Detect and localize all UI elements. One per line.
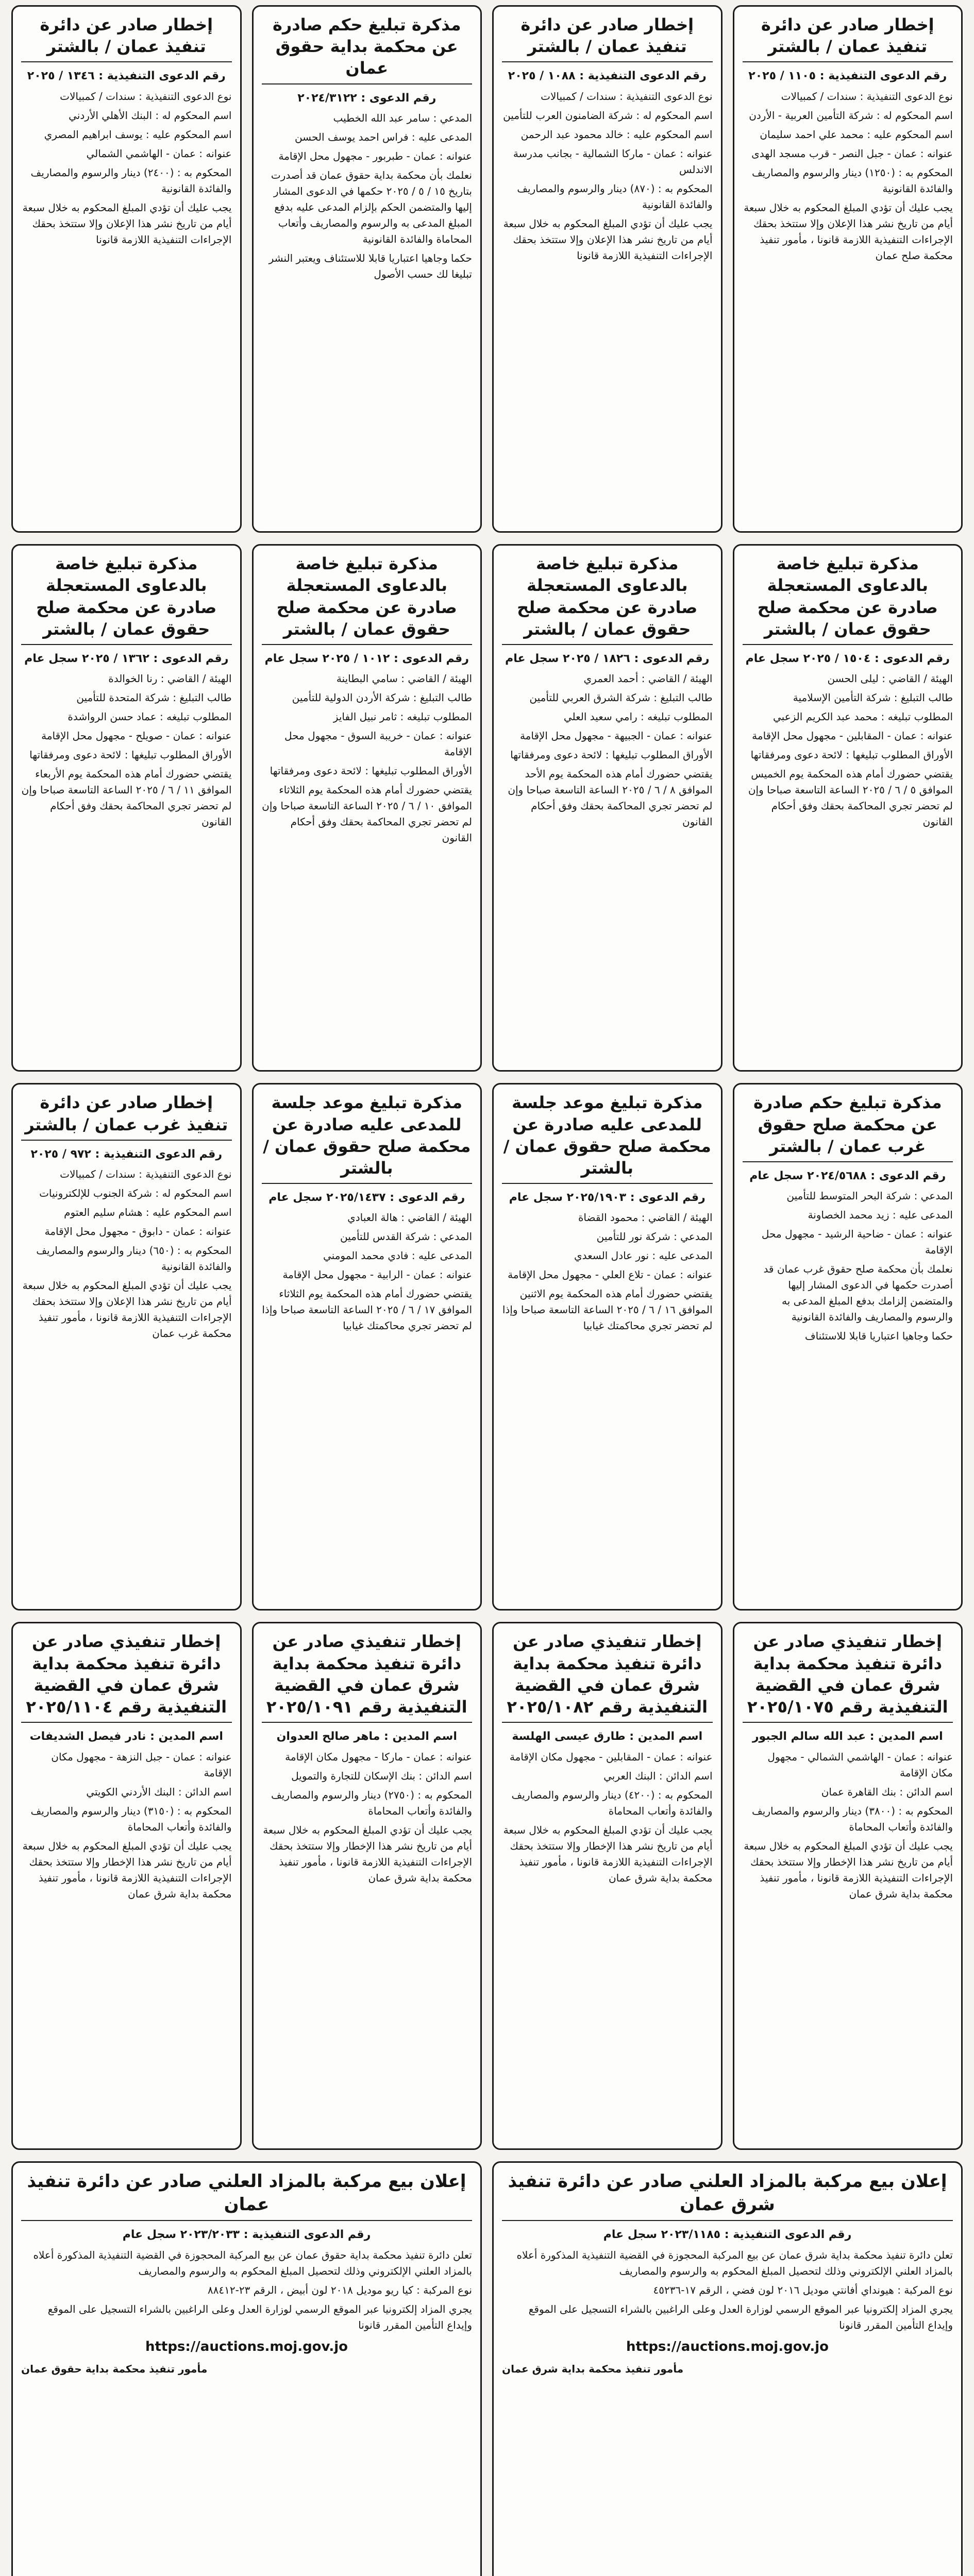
notice-line: المحكوم به : (٣١٥٠) دينار والرسوم والمصاريف والفائدة وأتعاب المحاماة [30,1804,232,1833]
notice-line: المدعى عليه : فراس احمد يوسف الحسن [294,130,472,143]
notice-line: عنوانه : عمان - جبل النصر - قرب مسجد الهدى [751,147,953,160]
notice-line: الهيئة / القاضي : رنا الخوالدة [108,672,232,685]
notice-line: المحكوم به : (٢٧٥٠) دينار والرسوم والمصاريف والفائدة وأتعاب المحاماة [271,1788,472,1817]
notice-line: اسم المحكوم عليه : خالد محمود عبد الرحمن [520,128,713,141]
notice-line: المدعى عليه : نور عادل السعدي [574,1249,713,1262]
notice-line: حكما وجاهيا اعتباريا قابلا للاستئناف ويعتبر النشر تبليغا لك حسب الأصول [268,251,472,280]
legal-notice-box [733,544,963,1072]
case-number: رقم الدعوى : ١٣٦٢ / ٢٠٢٥ سجل عام [24,652,229,666]
notice-line: المحكوم به : (١٢٥٠) دينار والرسوم والمصاريف والفائدة القانونية [752,166,953,195]
notice-line: المدعي : شركة نور للتأمين [596,1230,713,1243]
notice-title: مذكرة تبليغ موعد جلسة للمدعى عليه صادرة عن محكمة صلح حقوق عمان / بالشتر [502,1092,713,1184]
auction-website-url: https://auctions.moj.gov.jo [626,2338,829,2354]
notice-line: اسم المحكوم عليه : هشام سليم العتوم [64,1206,232,1218]
notice-line: يجب عليك أن تؤدي المبلغ المحكوم به خلال سبعة أيام من تاريخ نشر هذا الإعلان وإلا ستتخذ بحقك الإجراءات التنفيذية اللازمة قانونا [22,201,232,246]
notice-line: يجري المزاد إلكترونيا عبر الموقع الرسمي لوزارة العدل وعلى الراغبين بالشراء التسجيل على الموقع وإيداع التأمين المقرر قانونا [47,2302,472,2331]
notice-line: اسم الدائن : بنك القاهرة عمان [821,1785,953,1798]
notice-title: مذكرة تبليغ موعد جلسة للمدعى عليه صادرة عن محكمة صلح حقوق عمان / بالشتر [262,1092,473,1184]
notice-title: إخطار صادر عن دائرة تنفيذ عمان / بالشتر [502,14,713,62]
notice-line: عنوانه : عمان - صويلح - مجهول محل الإقامة [41,730,232,742]
ads-grid [11,5,963,2576]
notice-line: الهيئة / القاضي : ليلى الحسن [827,672,953,685]
notice-line: المدعي : شركة البحر المتوسط للتأمين [786,1190,953,1202]
notice-line: يقتضي حضورك أمام هذه المحكمة يوم الخميس الموافق ٥ / ٦ / ٢٠٢٥ الساعة التاسعة صباحا وإن لم تحضر تجري المحاكمة بحقك وفق أحكام القانون [748,768,953,828]
notice-line: المحكوم به : (٢٤٠٠) دينار والرسوم والمصاريف والفائدة القانونية [30,166,232,195]
case-number: رقم الدعوى : ٢٠٢٥/١٩٠٣ سجل عام [509,1191,706,1205]
notice-line: اسم المحكوم عليه : يوسف ابراهيم المصري [44,128,232,141]
notice-line: الأوراق المطلوب تبليغها : لائحة دعوى ومرفقاتها [270,765,472,777]
notice-signature: مأمور تنفيذ محكمة بداية شرق عمان [502,2362,684,2375]
notice-line: يقتضي حضورك أمام هذه المحكمة يوم الأحد الموافق ٨ / ٦ / ٢٠٢٥ الساعة التاسعة صباحا وإن لم تحضر تجري المحاكمة بحقك وفق أحكام القانون [508,768,713,828]
notice-title: إخطار صادر عن دائرة تنفيذ عمان / بالشتر [743,14,953,62]
notice-line: اسم الدائن : بنك الإسكان للتجارة والتمويل [291,1769,472,1782]
notice-title: إخطار تنفيذي صادر عن دائرة تنفيذ محكمة بداية شرق عمان في القضية التنفيذية رقم ٢٠٢٥/١١٠٤ [21,1631,232,1723]
notice-line: يقتضي حضورك أمام هذه المحكمة يوم الأربعاء الموافق ١١ / ٦ / ٢٠٢٥ الساعة التاسعة صباحا وإن لم تحضر تجري المحاكمة بحقك وفق أحكام القانون [21,768,232,828]
notice-line: طالب التبليغ : شركة الأردن الدولية للتأمين [292,691,472,704]
notice-line: عنوانه : عمان - الهاشمي الشمالي [86,147,232,160]
notice-line: اسم الدائن : البنك الأردني الكويتي [86,1785,232,1798]
notice-title: مذكرة تبليغ خاصة بالدعاوى المستعجلة صادرة عن محكمة صلح حقوق عمان / بالشتر [262,553,473,645]
notice-title: إخطار صادر عن دائرة تنفيذ غرب عمان / بالشتر [21,1092,232,1140]
legal-notice-box [733,1083,963,1611]
notice-line: عنوانه : عمان - الجبيهة - مجهول محل الإقامة [519,730,713,742]
case-number: رقم الدعوى : ٢٠٢٤/٥٦٨٨ سجل عام [749,1170,946,1183]
case-number: رقم الدعوى : ٢٠٢٥/١٤٣٧ سجل عام [268,1191,465,1205]
legal-notice-box [11,544,242,1072]
notice-line: عنوانه : عمان - المقابلين - مجهول محل الإقامة [752,730,953,742]
notice-line: تعلن دائرة تنفيذ محكمة بداية شرق عمان عن بيع المركبة المحجوزة في القضية التنفيذية المذكورة أعلاه بالمزاد العلني الإلكتروني وذلك لتحصيل المبلغ المحكوم به والرسوم والمصاريف [516,2248,953,2277]
notice-line: نوع الدعوى التنفيذية : سندات / كمبيالات [541,90,713,103]
legal-notice-box [492,5,723,533]
notice-title: مذكرة تبليغ خاصة بالدعاوى المستعجلة صادرة عن محكمة صلح حقوق عمان / بالشتر [21,553,232,645]
notice-line: عنوانه : عمان - جبل النزهة - مجهول مكان الإقامة [51,1750,232,1779]
notice-line: نوع المركبة : هيونداي أفانتي موديل ٢٠١٦ لون فضي ، الرقم ١٧-٤٥٢٣٦ [653,2283,953,2296]
legal-notice-box [11,2161,482,2576]
notice-line: عنوانه : عمان - ضاحية الرشيد - مجهول محل الإقامة [761,1228,953,1257]
notice-line: عنوانه : عمان - الهاشمي الشمالي - مجهول مكان الإقامة [767,1750,953,1779]
notice-line: اسم المحكوم له : البنك الأهلي الأردني [69,109,232,122]
notice-line: اسم المحكوم عليه : محمد علي احمد سليمان [760,128,953,141]
notice-title: إخطار تنفيذي صادر عن دائرة تنفيذ محكمة بداية شرق عمان في القضية التنفيذية رقم ٢٠٢٥/١٠٨٢ [502,1631,713,1723]
notice-line: المدعى عليه : زيد محمد الخصاونة [808,1209,953,1222]
case-number: اسم المدين : ماهر صالح العدوان [276,1730,457,1743]
notice-line: نوع الدعوى التنفيذية : سندات / كمبيالات [60,90,232,103]
legal-notice-box [11,5,242,533]
case-number: اسم المدين : عبد الله سالم الجبور [752,1730,943,1743]
legal-notice-box [252,544,482,1072]
legal-notice-box [492,1083,723,1611]
notice-title: إخطار تنفيذي صادر عن دائرة تنفيذ محكمة بداية شرق عمان في القضية التنفيذية رقم ٢٠٢٥/١٠٧٥ [743,1631,953,1723]
notice-line: عنوانه : عمان - تلاع العلي - مجهول محل الإقامة [508,1268,713,1281]
notice-line: عنوانه : عمان - المقابلين - مجهول مكان الإقامة [509,1750,713,1763]
notice-line: اسم المحكوم له : شركة التأمين العربية - الأردن [749,109,953,122]
notice-title: مذكرة تبليغ خاصة بالدعاوى المستعجلة صادرة عن محكمة صلح حقوق عمان / بالشتر [502,553,713,645]
notice-line: الأوراق المطلوب تبليغها : لائحة دعوى ومرفقاتها [750,749,953,761]
notice-title: مذكرة تبليغ خاصة بالدعاوى المستعجلة صادرة عن محكمة صلح حقوق عمان / بالشتر [743,553,953,645]
notice-title: مذكرة تبليغ حكم صادرة عن محكمة بداية حقوق عمان [262,14,473,84]
notice-line: يجري المزاد إلكترونيا عبر الموقع الرسمي لوزارة العدل وعلى الراغبين بالشراء التسجيل على الموقع وإيداع التأمين المقرر قانونا [528,2302,953,2331]
legal-notice-box [252,1083,482,1611]
notice-line: عنوانه : عمان - دابوق - مجهول محل الإقامة [44,1225,232,1238]
legal-notice-box [733,5,963,533]
notice-line: الهيئة / القاضي : سامي البطاينة [336,672,472,685]
legal-notice-box [492,544,723,1072]
notice-line: نوع الدعوى التنفيذية : سندات / كمبيالات [60,1167,232,1180]
notice-line: المحكوم به : (٨٧٠) دينار والرسوم والمصاريف والفائدة القانونية [517,182,713,211]
notice-line: يجب عليك أن تؤدي المبلغ المحكوم به خلال سبعة أيام من تاريخ نشر هذا الإعلان وإلا ستتخذ بحقك الإجراءات التنفيذية اللازمة قانونا ، مأمور تنفيذ محكمة غرب عمان [22,1279,232,1340]
case-number: رقم الدعوى : ١٨٢٦ / ٢٠٢٥ سجل عام [505,652,710,666]
notice-line: المطلوب تبليغه : رامي سعيد العلي [563,710,713,723]
notice-line: المحكوم به : (٤٢٠٠) دينار والرسوم والمصاريف والفائدة وأتعاب المحاماة [511,1788,713,1817]
notice-line: طالب التبليغ : شركة المتحدة للتأمين [76,691,232,704]
notice-line: طالب التبليغ : شركة الشرق العربي للتأمين [529,691,713,704]
notice-line: الأوراق المطلوب تبليغها : لائحة دعوى ومرفقاتها [29,749,232,761]
notice-line: المحكوم به : (٣٨٠٠) دينار والرسوم والمصاريف والفائدة وأتعاب المحاماة [752,1804,953,1833]
case-number: رقم الدعوى التنفيذية : ١١٠٥ / ٢٠٢٥ [748,70,947,83]
notice-line: حكما وجاهيا اعتباريا قابلا للاستئناف [804,1330,953,1343]
notice-title: إعلان بيع مركبة بالمزاد العلني صادر عن دائرة تنفيذ عمان [21,2170,472,2222]
notice-line: عنوانه : عمان - الرابية - مجهول محل الإقامة [282,1268,472,1281]
case-number: رقم الدعوى : ٢٠٢٤/٣١٢٢ [297,91,436,105]
notice-title: مذكرة تبليغ حكم صادرة عن محكمة صلح حقوق غرب عمان / بالشتر [743,1092,953,1162]
notice-line: نعلمك بأن محكمة صلح حقوق غرب عمان قد أصدرت حكمها في الدعوى المشار إليها والمتضمن إلزامك بدفع المبلغ المدعى به والرسوم والمصاريف والفائدة القانونية [763,1263,953,1324]
notice-line: اسم الدائن : البنك العربي [603,1769,713,1782]
notice-line: تعلن دائرة تنفيذ محكمة بداية حقوق عمان عن بيع المركبة المحجوزة في القضية التنفيذية المذكورة أعلاه بالمزاد العلني الإلكتروني وذلك لتحصيل المبلغ المحكوم به والرسوم والمصاريف [33,2248,472,2277]
legal-notice-box [492,2161,963,2576]
notice-line: المدعي : شركة القدس للتأمين [340,1230,472,1243]
case-number: اسم المدين : نادر فيصل الشديفات [29,1730,223,1743]
legal-notice-box [733,1622,963,2149]
notice-line: نعلمك بأن محكمة بداية حقوق عمان قد أصدرت بتاريخ ١٥ / ٥ / ٢٠٢٥ حكمها في الدعوى المشار إليها والمتضمن الحكم بإلزام المدعى عليه بدفع المبلغ المدعى به والرسوم والمصاريف وأتعاب المحاماة والفائدة القانونية [271,168,472,245]
case-number: رقم الدعوى التنفيذية : ٢٠٢٣/٢٠٣٣ سجل عام [122,2228,371,2242]
case-number: اسم المدين : طارق عيسى الهلسة [512,1730,703,1743]
notice-line: يقتضي حضورك أمام هذه المحكمة يوم الثلاثاء الموافق ١٠ / ٦ / ٢٠٢٥ الساعة التاسعة صباحا وإن لم تحضر تجري المحاكمة بحقك وفق أحكام القانون [262,784,472,844]
notice-line: يجب عليك أن تؤدي المبلغ المحكوم به خلال سبعة أيام من تاريخ نشر هذا الإعلان وإلا ستتخذ بحقك الإجراءات التنفيذية اللازمة قانونا [503,217,713,262]
notice-line: يجب عليك أن تؤدي المبلغ المحكوم به خلال سبعة أيام من تاريخ نشر هذا الإخطار وإلا ستتخذ بحقك الإجراءات التنفيذية اللازمة قانونا ، مأمور تنفيذ محكمة بداية شرق عمان [263,1823,472,1884]
notice-line: المطلوب تبليغه : محمد عبد الكريم الزعبي [773,710,953,723]
notice-line: طالب التبليغ : شركة التأمين الإسلامية [793,691,953,704]
notice-line: اسم المحكوم له : شركة الضامنون العرب للتأمين [503,109,713,122]
notice-line: المدعي : سامر عبد الله الخطيب [333,111,472,124]
notice-line: عنوانه : عمان - ماركا - مجهول مكان الإقامة [285,1750,472,1763]
notice-line: اسم المحكوم له : شركة الجنوب للإلكترونيات [39,1187,232,1199]
case-number: رقم الدعوى التنفيذية : ٩٧٢ / ٢٠٢٥ [30,1147,222,1161]
notice-line: يجب عليك أن تؤدي المبلغ المحكوم به خلال سبعة أيام من تاريخ نشر هذا الإخطار وإلا ستتخذ بحقك الإجراءات التنفيذية اللازمة قانونا ، مأمور تنفيذ محكمة بداية شرق عمان [22,1839,232,1900]
notice-line: الأوراق المطلوب تبليغها : لائحة دعوى ومرفقاتها [510,749,713,761]
notice-title: إخطار تنفيذي صادر عن دائرة تنفيذ محكمة بداية شرق عمان في القضية التنفيذية رقم ٢٠٢٥/١٠٩١ [262,1631,473,1723]
notice-line: عنوانه : عمان - خريبة السوق - مجهول محل الإقامة [284,730,472,758]
notice-title: إعلان بيع مركبة بالمزاد العلني صادر عن دائرة تنفيذ شرق عمان [502,2170,953,2222]
legal-notice-box [492,1622,723,2149]
case-number: رقم الدعوى التنفيذية : ٢٠٢٣/١١٨٥ سجل عام [603,2228,852,2242]
notice-line: عنوانه : عمان - ماركا الشمالية - بجانب مدرسة الاندلس [513,147,713,176]
legal-notice-box [252,5,482,533]
notice-line: المطلوب تبليغه : ثامر نبيل الفايز [333,710,472,723]
case-number: رقم الدعوى التنفيذية : ١٣٤٦ / ٢٠٢٥ [27,70,226,83]
notice-line: المطلوب تبليغه : عماد حسن الرواشدة [68,710,232,723]
notice-line: الهيئة / القاضي : محمود القضاة [578,1211,713,1224]
notice-line: يجب عليك أن تؤدي المبلغ المحكوم به خلال سبعة أيام من تاريخ نشر هذا الإعلان وإلا ستتخذ بحقك الإجراءات التنفيذية اللازمة قانونا ، مأمور تنفيذ محكمة صلح عمان [744,201,953,262]
legal-notice-box [252,1622,482,2149]
notice-line: يجب عليك أن تؤدي المبلغ المحكوم به خلال سبعة أيام من تاريخ نشر هذا الإخطار وإلا ستتخذ بحقك الإجراءات التنفيذية اللازمة قانونا ، مأمور تنفيذ محكمة بداية شرق عمان [503,1823,713,1884]
notice-line: المحكوم به : (٦٥٠) دينار والرسوم والمصاريف والفائدة القانونية [36,1244,232,1273]
notice-line: يقتضي حضورك أمام هذه المحكمة يوم الاثنين الموافق ١٦ / ٦ / ٢٠٢٥ الساعة التاسعة صباحا وإذا لم تحضر تجري محاكمتك غيابيا [502,1287,713,1332]
case-number: رقم الدعوى التنفيذية : ١٠٨٨ / ٢٠٢٥ [508,70,707,83]
notice-signature: مأمور تنفيذ محكمة بداية حقوق عمان [21,2362,208,2375]
auction-website-url: https://auctions.moj.gov.jo [145,2338,348,2354]
notice-line: الهيئة / القاضي : أحمد العمري [583,672,713,685]
notice-line: نوع المركبة : كيا ريو موديل ٢٠١٨ لون أبيض ، الرقم ٢٣-٨٨٤١٢ [207,2283,472,2296]
legal-notice-box [11,1083,242,1611]
legal-notice-box [11,1622,242,2149]
case-number: رقم الدعوى : ١٠١٢ / ٢٠٢٥ سجل عام [264,652,469,666]
notice-line: يجب عليك أن تؤدي المبلغ المحكوم به خلال سبعة أيام من تاريخ نشر هذا الإخطار وإلا ستتخذ بحقك الإجراءات التنفيذية اللازمة قانونا ، مأمور تنفيذ محكمة بداية شرق عمان [744,1839,953,1900]
notice-line: نوع الدعوى التنفيذية : سندات / كمبيالات [781,90,953,103]
notice-line: يقتضي حضورك أمام هذه المحكمة يوم الثلاثاء الموافق ١٧ / ٦ / ٢٠٢٥ الساعة التاسعة صباحا وإذا لم تحضر تجري محاكمتك غيابيا [262,1287,472,1332]
notice-line: المدعى عليه : فادي محمد المومني [323,1249,472,1262]
notice-line: عنوانه : عمان - طبربور - مجهول محل الإقامة [278,149,472,162]
notice-title: إخطار صادر عن دائرة تنفيذ عمان / بالشتر [21,14,232,62]
notice-line: الهيئة / القاضي : هالة العبادي [347,1211,472,1224]
case-number: رقم الدعوى : ١٥٠٤ / ٢٠٢٥ سجل عام [745,652,950,666]
